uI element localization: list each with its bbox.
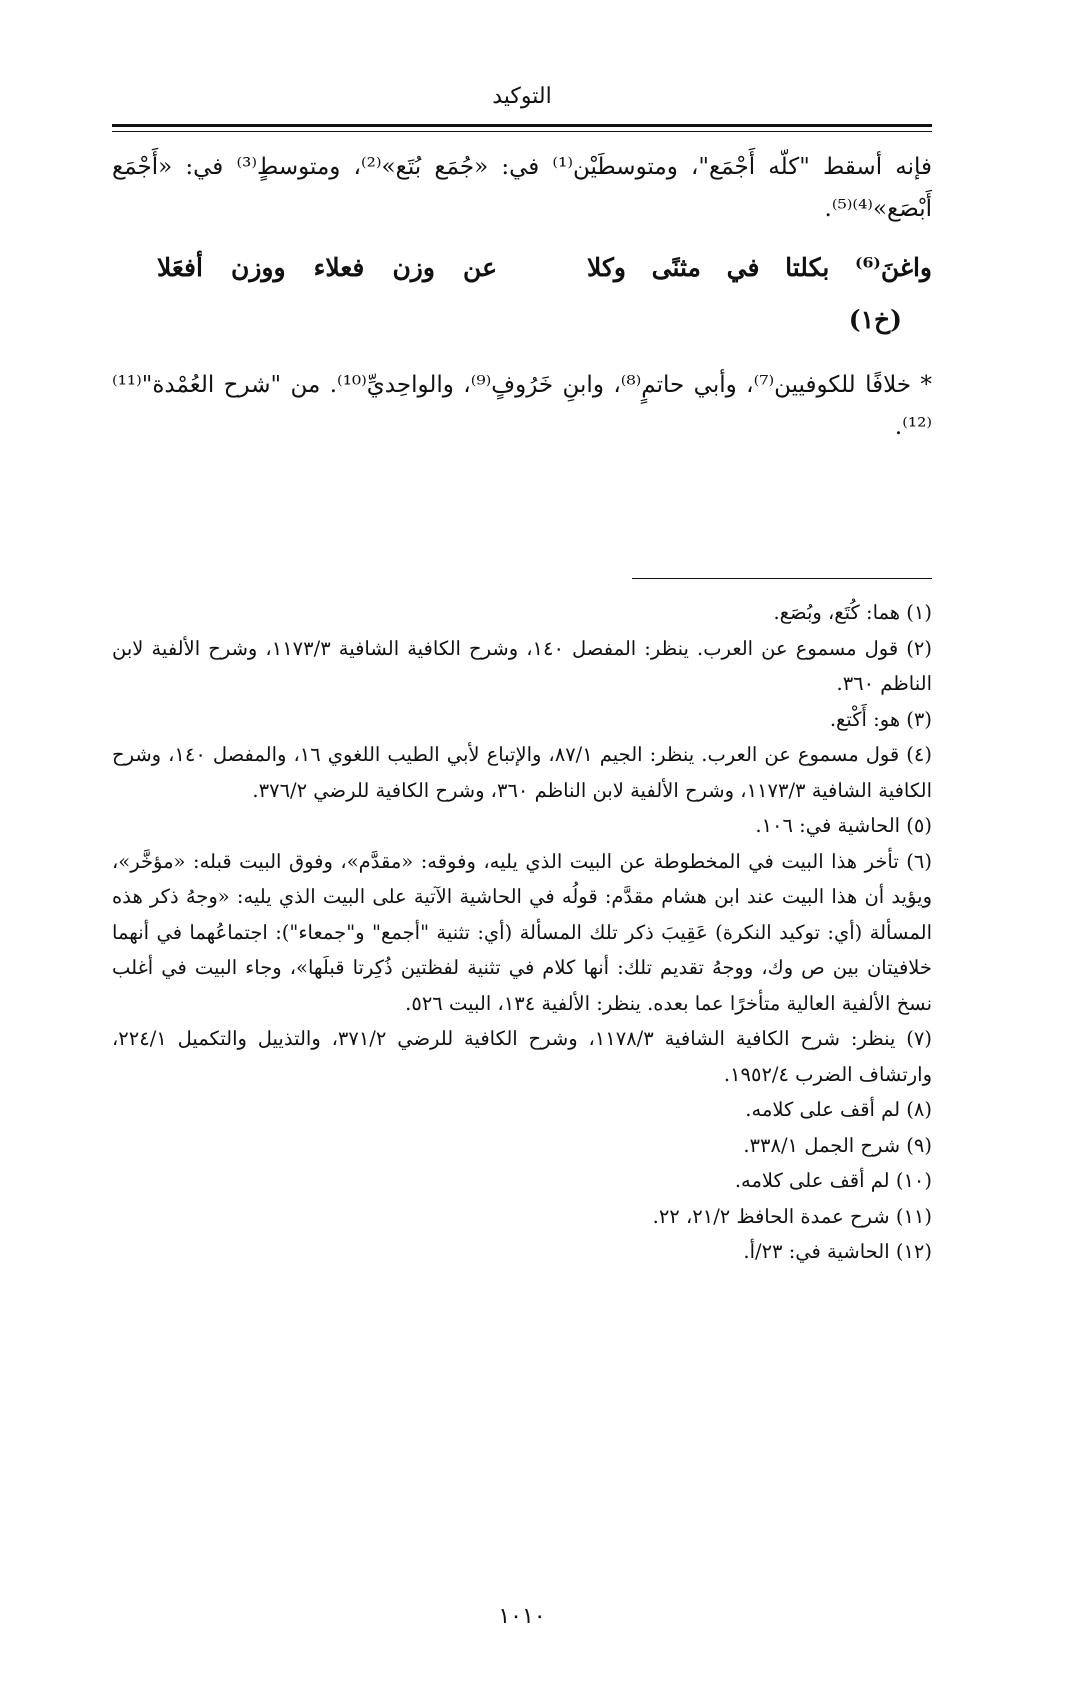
footnote: (٩) شرح الجمل ٣٣٨/١. [743, 1133, 932, 1157]
footnote: (٤) قول مسموع عن العرب. ينظر: الجيم ٨٧/١، والإتباع لأبي الطيب اللغوي ١٦، والمفصل ١٤٠، وشرح الكافية الشافية ١١٧٣/٣، وشرح الألفية لابن الناظم ٣٦٠، وشرح الكافية للرضي ٣٧٦/٢. [112, 743, 932, 802]
verse-manuscript-tag: (خ١) [848, 305, 902, 334]
footnote-separator [632, 578, 932, 579]
footnote: (١١) شرح عمدة الحافظ ٢١/٢، ٢٢. [652, 1204, 932, 1228]
verse-hemistich-second [157, 248, 497, 288]
footnote: (٨) لم أقف على كلامه. [745, 1098, 932, 1121]
verse-word: عن [463, 253, 497, 282]
footnote: (٥) الحاشية في: ١٠٦. [755, 814, 932, 837]
verse-word: بكلتا [785, 253, 830, 282]
footnote: (٦) تأخر هذا البيت في المخطوطة عن البيت الذي يليه، وفوقه: «مقدَّم»، وفوق البيت قبله: «مؤخَّر»، ويؤيد أن هذا البيت عند ابن هشام مقدَّم: قولُه في الحاشية الآتية على البيت الذي يليه: «وجهُ ذكر هذه المسألة (أي: توكيد النكرة) عَقِيبَ ذكر تلك المسألة (أي: تثنية "أجمع" و"جمعاء"): اجتماعُهما في أنهما خلافيتان بين ص وك، ووجهُ تقديم تلك: أنها كلام في تثنية لفظتين ذُكِرتا قبلَها»، وجاء البيت في أغلب نسخ الألفية العالية متأخرًا عما بعده. ينظر: الألفية ١٣٤، البيت ٥٢٦. [112, 849, 932, 1015]
paragraph-2: * خلافًا للكوفيين⁽⁷⁾، وأبي حاتمٍ⁽⁸⁾، وابنِ خَرُوفٍ⁽⁹⁾، والواحِديِّ⁽¹⁰⁾. من "شرح العُمْدة"⁽¹¹⁾⁽¹²⁾. [112, 372, 932, 440]
main-text [112, 146, 932, 471]
running-header: التوكيد [492, 84, 552, 109]
verse-line [112, 248, 932, 288]
page-number: ١٠١٠ [498, 1604, 546, 1629]
footnotes [112, 595, 932, 1270]
verse-word: وزن [392, 253, 435, 282]
footnote: (١٠) لم أقف على كلامه. [734, 1169, 932, 1192]
footnote: (٢) قول مسموع عن العرب. ينظر: المفصل ١٤٠، وشرح الكافية الشافية ١١٧٣/٣، وشرح الألفية لابن الناظم ٣٦٠. [112, 636, 932, 695]
paragraph-1: فإنه أسقط "كلّه أَجْمَع"، ومتوسطَيْن⁽¹⁾ في: «جُمَع بُتَع»⁽²⁾، ومتوسطٍ⁽³⁾ في: «أَجْمَع أَبْصَع»⁽⁴⁾⁽⁵⁾. [112, 154, 932, 222]
verse-word: في [726, 253, 760, 282]
verse-word: مثنًى [651, 253, 701, 282]
verse-word: واغنَ⁽⁶⁾ [855, 253, 932, 282]
verse-word: وكلا [587, 253, 626, 282]
header-rule-thin [112, 131, 932, 132]
footnote: (١٢) الحاشية في: ٢٣/أ. [743, 1240, 932, 1263]
verse-hemistich-first [587, 248, 932, 288]
footnote: (١) هما: كُتَع، وبُصَع. [773, 601, 932, 624]
footnote: (٧) ينظر: شرح الكافية الشافية ١١٧٨/٣، وشرح الكافية للرضي ٣٧١/٢، والتذييل والتكميل ٢٢٤/١، وارتشاف الضرب ١٩٥٢/٤. [112, 1027, 933, 1086]
verse-word: ووزن [230, 253, 286, 282]
verse-gap [497, 248, 587, 288]
footnote: (٣) هو: أَكْتع. [829, 707, 932, 731]
header-rule-thick [112, 124, 932, 127]
verse-word: فعلاء [313, 253, 365, 282]
verse-word: أفعَلا [157, 253, 203, 282]
